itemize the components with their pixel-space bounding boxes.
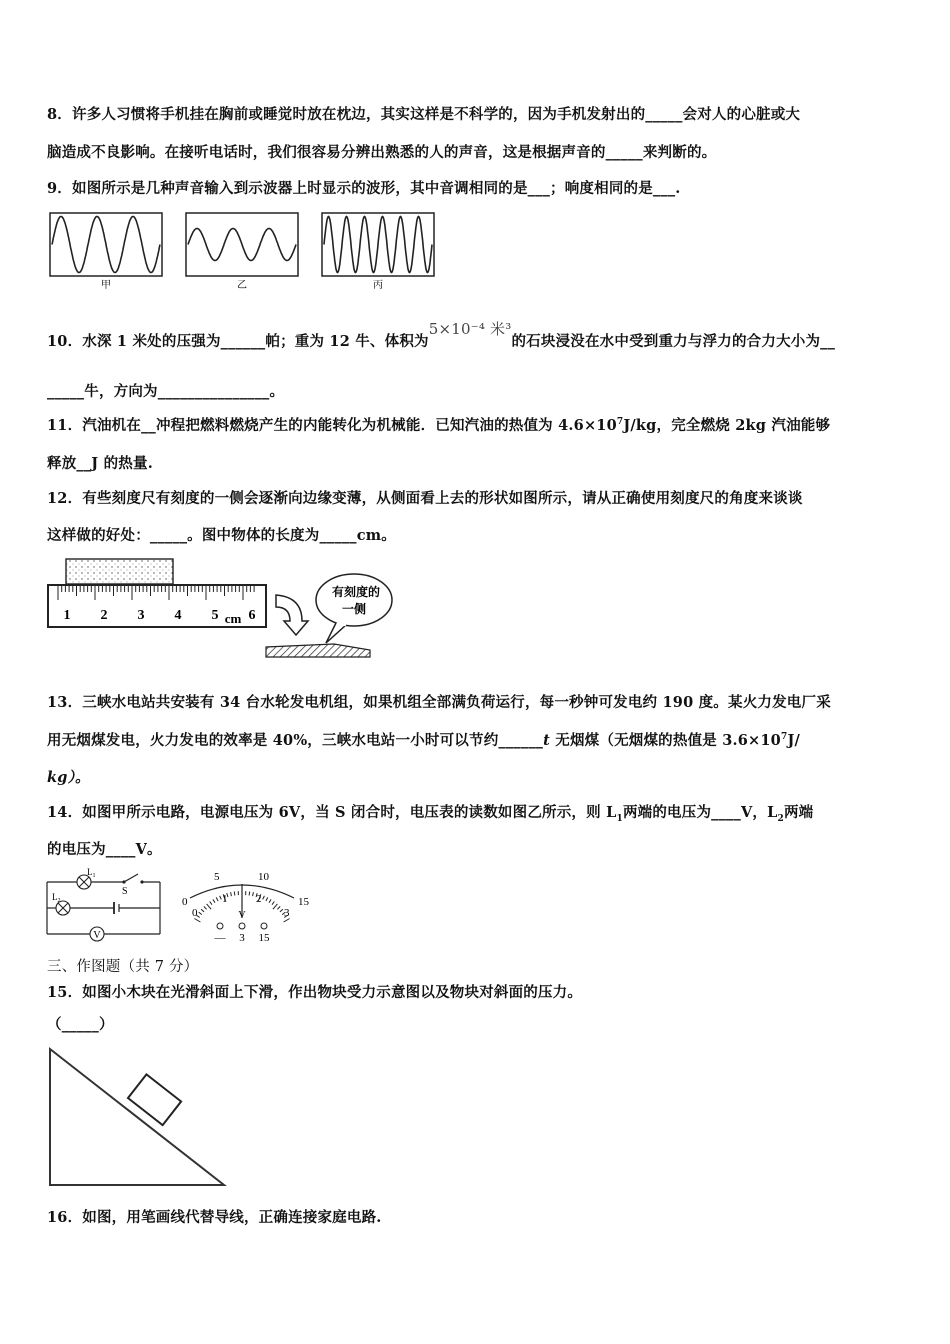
- label-bing: 丙: [373, 280, 383, 291]
- q11-text-b: J/kg，完全燃烧 2kg 汽油能够: [623, 417, 831, 434]
- top-scale-15: 15: [298, 896, 309, 908]
- q11-exponent: 7: [616, 417, 624, 428]
- label-l2: $L_2$: [52, 892, 61, 904]
- ruler-num-2: 2: [100, 608, 108, 623]
- wooden-block: [128, 1074, 181, 1125]
- dial-center-v: V: [238, 910, 246, 921]
- dial-tick: [213, 899, 215, 902]
- dial-tick: [234, 892, 235, 896]
- terminal-label-neg: —: [214, 932, 226, 944]
- circuit-diagram: [42, 866, 172, 946]
- bottom-scale-3: 3: [284, 907, 290, 919]
- dial-tick: [253, 892, 254, 896]
- bubble-text-2: 一侧: [341, 602, 367, 616]
- dial-tick: [266, 897, 268, 901]
- dial-tick: [231, 892, 232, 896]
- q13-line1: 13．三峡水电站共安装有 34 台水轮发电机组，如果机组全部满负荷运行，每一秒钟可发电约 190 度。某火力发电厂采: [47, 694, 831, 711]
- q13-text-b: 无烟煤（无烟煤的热值是 3.6×10: [550, 732, 781, 749]
- q11-line1: [47, 414, 830, 435]
- dial-tick: [216, 897, 218, 901]
- q14-text-c: 两端: [783, 804, 814, 821]
- top-scale-10: 10: [258, 871, 269, 883]
- waveform-figure: [47, 210, 447, 292]
- ruler-num-1: 1: [63, 608, 71, 623]
- bottom-scale-2: 2: [256, 893, 262, 905]
- q10-line1: [47, 320, 836, 351]
- q15-line1: 15．如图小木块在光滑斜面上下滑，作出物块受力示意图以及物块对斜面的压力。: [47, 984, 583, 1001]
- dial-tick: [204, 906, 207, 909]
- dial-tick: [272, 902, 274, 905]
- dial-tick: [277, 906, 280, 909]
- incline-figure: [44, 1045, 234, 1190]
- ruler-num-4: 4: [174, 608, 182, 623]
- waveform-bing: [322, 213, 434, 276]
- label-switch: S: [122, 886, 128, 897]
- dial-tick: [249, 892, 250, 896]
- ruler-unit: cm: [224, 611, 242, 626]
- dial-tick: [273, 904, 278, 909]
- top-scale-5: 5: [214, 871, 220, 883]
- q13-text-c: J/: [787, 732, 800, 749]
- ruler-num-3: 3: [137, 608, 145, 623]
- q13-exponent: 7: [780, 732, 788, 743]
- dial-tick: [284, 919, 290, 923]
- dial-tick: [194, 919, 200, 923]
- q14-line1: [47, 801, 813, 824]
- q10-text-b: 的石块浸没在水中受到重力与浮力的合力大小为__: [511, 333, 836, 350]
- q11-line2: 释放__J 的热量.: [47, 455, 153, 472]
- waveform-jia: [50, 213, 162, 276]
- label-jia: 甲: [101, 280, 111, 291]
- dial-tick: [210, 902, 212, 905]
- lamp-l1-icon: [77, 875, 91, 889]
- label-l1: $L_1$: [87, 867, 96, 879]
- q11-text-a: 11．汽油机在__冲程把燃料燃烧产生的内能转化为机械能．已知汽油的热值为 4.6×10: [47, 417, 617, 434]
- measured-object: [66, 559, 173, 584]
- terminal-3: [239, 923, 245, 929]
- q8-line2: 脑造成不良影响。在接听电话时，我们很容易分辨出熟悉的人的声音，这是根据声音的_____来判断的。: [47, 144, 717, 161]
- top-scale-0: 0: [182, 896, 188, 908]
- terminal-15: [261, 923, 267, 929]
- section3-title: 三、作图题（共 7 分）: [47, 959, 199, 975]
- dial-tick: [269, 899, 271, 902]
- bottom-scale-0: 0: [192, 907, 198, 919]
- ruler-figure: [44, 553, 404, 663]
- voltmeter-dial: [172, 866, 322, 946]
- q12-line1: 12．有些刻度尺有刻度的一侧会逐渐向边缘变薄，从侧面看上去的形状如图所示，请从正确使用刻度尺的角度来谈谈: [47, 490, 803, 507]
- q10-formula: 5×10⁻⁴ 米³: [428, 320, 512, 338]
- dial-tick: [201, 909, 204, 912]
- q10-line2: _____牛，方向为_______________。: [47, 383, 285, 400]
- q9-line1: 9．如图所示是几种声音输入到示波器上时显示的波形，其中音调相同的是___；响度相同的是___.: [47, 180, 681, 197]
- q14-text-b: 两端的电压为____V，L: [622, 804, 778, 821]
- q12-line2: 这样做的好处：_____。图中物体的长度为_____cm。: [47, 527, 396, 544]
- dial-tick: [199, 912, 202, 915]
- q13-line2: [47, 729, 800, 750]
- q14-text-a: 14．如图甲所示电路，电源电压为 6V，当 S 闭合时，电压表的读数如图乙所示，则 L: [47, 804, 617, 821]
- q8-line1: 8．许多人习惯将手机挂在胸前或睡觉时放在枕边，其实这样是不科学的，因为手机发射出的_____会对人的心脏或大: [47, 106, 801, 123]
- q13-text-a: 用无烟煤发电，火力发电的效率是 40%，三峡水电站一小时可以节约______: [47, 732, 544, 749]
- curved-arrow-icon: [276, 595, 308, 635]
- ruler-num-5: 5: [211, 608, 219, 623]
- terminal-label-3: 3: [239, 932, 245, 944]
- bottom-scale-1: 1: [222, 893, 228, 905]
- dial-tick: [280, 909, 283, 912]
- q15-answer-blank: （_____）: [47, 1016, 114, 1033]
- q14-line2: 的电压为____V。: [47, 841, 162, 858]
- label-yi: 乙: [237, 280, 247, 291]
- dial-tick: [263, 896, 265, 900]
- q13-line3: kg）。: [47, 769, 90, 786]
- terminal-label-15: 15: [258, 932, 270, 944]
- dial-tick: [207, 904, 212, 909]
- q13-unit-t: t: [543, 732, 551, 749]
- terminal-negative: [217, 923, 223, 929]
- q10-text-a: 10．水深 1 米处的压强为______帕；重为 12 牛、体积为: [47, 333, 429, 350]
- incline-triangle: [50, 1049, 224, 1185]
- ruler-cross-section: [266, 644, 370, 657]
- q14-sub1: 1: [616, 813, 623, 824]
- voltmeter-label: V: [93, 930, 101, 941]
- waveform-yi: [186, 213, 298, 276]
- bubble-text-1: 有刻度的: [331, 585, 381, 599]
- ruler-num-6: 6: [248, 608, 256, 623]
- q16-line1: 16．如图，用笔画线代替导线，正确连接家庭电路.: [47, 1209, 382, 1226]
- q14-sub2: 2: [777, 813, 784, 824]
